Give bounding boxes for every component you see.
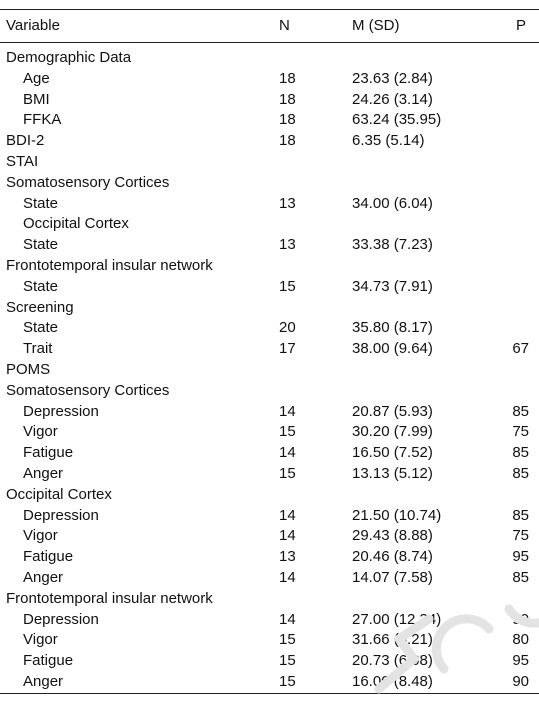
n-cell: 14	[279, 506, 296, 524]
m-sd-cell: 30.20 (7.99)	[352, 423, 433, 441]
variable-cell: Anger	[23, 673, 64, 690]
m-sd-cell: 38.00 (9.64)	[352, 340, 433, 358]
variable-cell: Frontotemporal insular network	[6, 589, 213, 607]
m-sd-cell: 63.24 (35.95)	[352, 111, 442, 129]
n-cell: 13	[279, 194, 296, 212]
variable-cell: Vigor	[23, 527, 58, 545]
p-cell: 67	[512, 340, 529, 358]
p-cell: 95	[512, 652, 529, 670]
table-row	[0, 525, 539, 546]
table-row	[0, 588, 539, 609]
n-cell: 14	[279, 444, 296, 462]
n-cell: 14	[279, 610, 296, 628]
table-row	[0, 68, 539, 89]
n-cell: 14	[279, 569, 296, 586]
table-row	[0, 359, 539, 380]
n-cell: 18	[279, 132, 296, 150]
variable-cell: BMI	[23, 90, 50, 108]
header-variable: Variable	[6, 17, 60, 34]
variable-cell: State	[23, 194, 59, 212]
n-cell: 15	[279, 631, 296, 649]
m-sd-cell: 20.87 (5.93)	[352, 402, 433, 420]
table-row	[0, 317, 539, 338]
m-sd-cell: 16.00 (8.48)	[352, 673, 433, 690]
m-sd-cell: 34.73 (7.91)	[352, 277, 433, 295]
m-sd-cell: 6.35 (5.14)	[352, 132, 425, 150]
variable-cell: Fatigue	[23, 652, 74, 670]
variable-cell: Anger	[23, 465, 64, 482]
table-row	[0, 401, 539, 422]
n-cell: 15	[279, 652, 296, 670]
header-rule	[0, 42, 539, 43]
m-sd-cell: 27.00 (12.34)	[352, 610, 442, 628]
table-row	[0, 546, 539, 567]
variable-cell: BDI-2	[6, 132, 45, 150]
table-row	[0, 629, 539, 650]
n-cell: 17	[279, 340, 296, 358]
n-cell: 15	[279, 277, 296, 295]
n-cell: 13	[279, 236, 296, 254]
m-sd-cell: 35.80 (8.17)	[352, 319, 433, 337]
n-cell: 15	[279, 465, 296, 482]
m-sd-cell: 24.26 (3.14)	[352, 90, 433, 108]
table-row	[0, 276, 539, 297]
m-sd-cell: 34.00 (6.04)	[352, 194, 433, 212]
variable-cell: Somatosensory Cortices	[6, 381, 170, 399]
table-row	[0, 172, 539, 193]
table-row	[0, 297, 539, 318]
n-cell: 13	[279, 548, 296, 566]
variable-cell: Age	[23, 69, 50, 87]
table-row	[0, 609, 539, 630]
p-cell: 75	[512, 527, 529, 545]
variable-cell: Frontotemporal insular network	[6, 257, 213, 274]
table-row	[0, 47, 539, 68]
header-p: P	[515, 17, 526, 34]
table-row	[0, 234, 539, 255]
n-cell: 18	[279, 69, 296, 87]
table-row	[0, 109, 539, 130]
p-cell: 90	[512, 610, 529, 628]
p-cell: 85	[512, 569, 529, 586]
variable-cell: STAI	[6, 153, 39, 170]
m-sd-cell: 21.50 (10.74)	[352, 506, 442, 524]
variable-cell: Fatigue	[23, 548, 74, 566]
n-cell: 18	[279, 111, 296, 129]
variable-cell: Fatigue	[23, 444, 74, 462]
table-row	[0, 338, 539, 359]
variable-cell: Trait	[23, 340, 53, 358]
variable-cell: Demographic Data	[6, 49, 132, 66]
table-row	[0, 130, 539, 151]
variable-cell: Anger	[23, 569, 64, 586]
header-m-sd: M (SD)	[352, 17, 400, 34]
table-row	[0, 255, 539, 276]
variable-cell: Occipital Cortex	[6, 485, 112, 503]
table-row	[0, 505, 539, 526]
m-sd-cell: 13.13 (5.12)	[352, 465, 433, 482]
table-row	[0, 380, 539, 401]
p-cell: 85	[512, 506, 529, 524]
m-sd-cell: 14.07 (7.58)	[352, 569, 433, 586]
n-cell: 20	[279, 319, 296, 337]
table-row	[0, 193, 539, 214]
table-row	[0, 151, 539, 172]
variable-cell: Vigor	[23, 631, 58, 649]
n-cell: 15	[279, 423, 296, 441]
n-cell: 15	[279, 673, 296, 690]
table-row	[0, 650, 539, 671]
variable-cell: State	[23, 319, 59, 337]
variable-cell: Somatosensory Cortices	[6, 173, 170, 191]
p-cell: 85	[512, 402, 529, 420]
variable-cell: Depression	[23, 610, 99, 628]
m-sd-cell: 33.38 (7.23)	[352, 236, 433, 254]
variable-cell: State	[23, 236, 59, 254]
table-row	[0, 421, 539, 442]
table-row	[0, 442, 539, 463]
variable-cell: Occipital Cortex	[23, 215, 129, 233]
m-sd-cell: 16.50 (7.52)	[352, 444, 433, 462]
table-row	[0, 671, 539, 692]
n-cell: 14	[279, 402, 296, 420]
table-row	[0, 484, 539, 505]
n-cell: 14	[279, 527, 296, 545]
p-cell: 85	[512, 465, 529, 482]
variable-cell: POMS	[6, 361, 51, 378]
m-sd-cell: 29.43 (8.88)	[352, 527, 433, 545]
m-sd-cell: 20.73 (6.08)	[352, 652, 433, 670]
variable-cell: FFKA	[23, 111, 62, 129]
top-rule	[0, 9, 539, 10]
table-row	[0, 213, 539, 234]
m-sd-cell: 31.66 (6.21)	[352, 631, 433, 649]
table-row	[0, 463, 539, 484]
variable-cell: Screening	[6, 298, 74, 316]
n-cell: 18	[279, 90, 296, 108]
variable-cell: State	[23, 277, 59, 295]
table-row	[0, 89, 539, 110]
p-cell: 75	[512, 423, 529, 441]
p-cell: 90	[512, 673, 529, 690]
header-n: N	[279, 17, 290, 34]
m-sd-cell: 20.46 (8.74)	[352, 548, 433, 566]
m-sd-cell: 23.63 (2.84)	[352, 69, 433, 87]
p-cell: 95	[512, 548, 529, 566]
table-header	[0, 14, 539, 38]
variable-cell: Depression	[23, 506, 99, 524]
variable-cell: Vigor	[23, 423, 58, 441]
table-row	[0, 567, 539, 588]
p-cell: 80	[512, 631, 529, 649]
variable-cell: Depression	[23, 402, 99, 420]
p-cell: 85	[512, 444, 529, 462]
bottom-rule	[0, 693, 539, 694]
